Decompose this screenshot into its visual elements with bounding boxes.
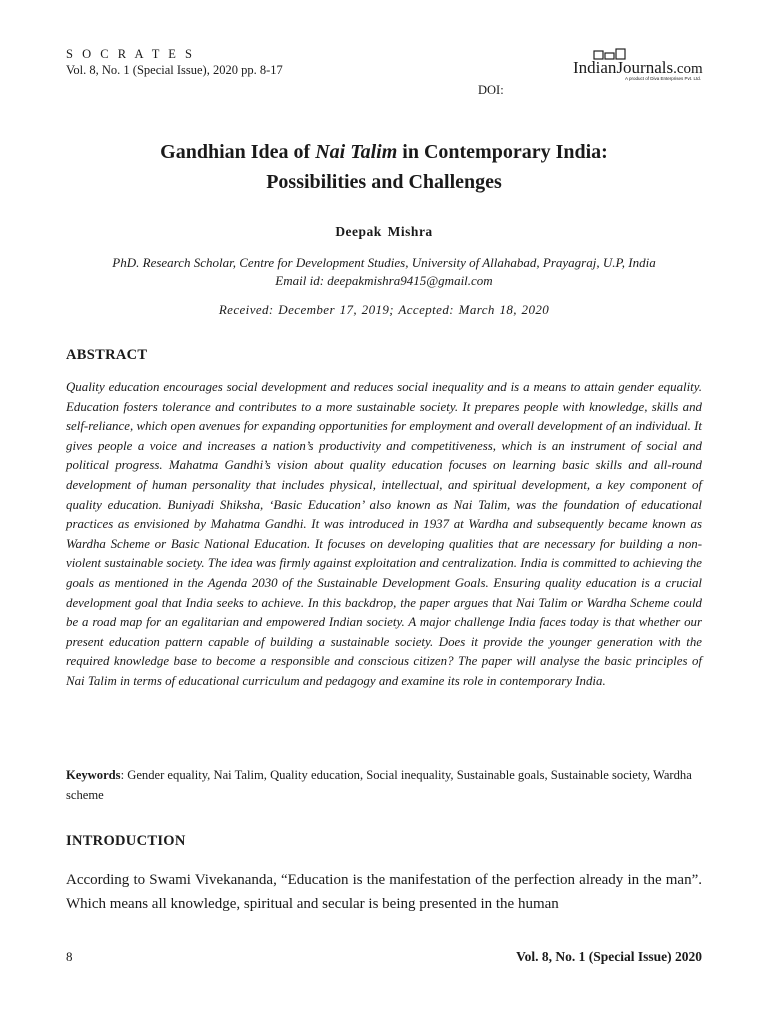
indianjournals-logo: [573, 48, 707, 88]
abstract-heading: ABSTRACT: [66, 347, 148, 363]
journal-volume-info: Vol. 8, No. 1 (Special Issue), 2020 pp. 8-17: [66, 63, 283, 77]
received-accepted-dates: Received: December 17, 2019; Accepted: March 18, 2020: [218, 302, 550, 317]
page-number: 8: [66, 949, 73, 964]
introduction-heading: INTRODUCTION: [66, 833, 186, 849]
affiliation-text: PhD. Research Scholar, Centre for Development Studies, University of Allahabad, Prayagraj, U.P, India: [112, 255, 656, 270]
author-name: Deepak Mishra: [335, 224, 433, 239]
footer-issue: Vol. 8, No. 1 (Special Issue) 2020: [516, 949, 702, 964]
logo-text: IndianJournals.com: [573, 58, 703, 77]
introduction-text: According to Swami Vivekananda, “Education is the manifestation of the perfection already in the man”. Which means all knowledge, spiritual and secular is being presented in the human: [66, 872, 702, 912]
keywords-label: Keywords: [66, 768, 121, 782]
doi-label: DOI:: [478, 83, 504, 97]
journal-name: S O C R A T E S: [66, 47, 195, 61]
author-email: Email id: deepakmishra9415@gmail.com: [275, 273, 493, 288]
author-affiliation: [40, 254, 728, 290]
article-title: Gandhian Idea of Nai Talim in Contemporary India: Possibilities and Challenges: [160, 141, 608, 193]
abstract-text: Quality education encourages social development and reduces social inequality and is a means to attain gender equality. Education fosters tolerance and contributes to a more sustainable society. It prepares people with knowledge, skills and self-reliance, which open avenues for expanding opportunities for employment and overall development of an individual. It gives people a voice and increases a nation’s productivity and competitiveness, which is an instrument of social and political progress. Mahatma Gandhi’s vision about quality education focuses on learning basic skills and all-round development of human personality that includes physical, intellectual, and spiritual development, a key component of quality education. Buniyadi Shiksha, ‘Basic Education’ also known as Nai Talim, was the foundation of educational practices as envisioned by Mahatma Gandhi. It was introduced in 1937 at Wardha and subsequently became known as Wardha Scheme or Basic National Education. It focuses on developing qualities that are necessary for building a non-violent sustainable society. The idea was firmly against exploitation and centralization. India is committed to achieving the goals as mentioned in the Agenda 2030 of the Sustainable Development Goals. Ensuring quality education is a crucial development goal that India seeks to achieve. In this backdrop, the paper argues that Nai Talim or Wardha Scheme could be a road map for an egalitarian and empowered Indian society. A major challenge India faces today is that whether our present education pattern capable of building a sustainable society. Does it provide the younger generation with the required knowledge base to become a responsible and conscious citizen? The paper will analyse the basic principles of Nai Talim in terms of educational curriculum and pedagogy and examine its role in contemporary India.: [66, 380, 702, 688]
keywords-text: : Gender equality, Nai Talim, Quality education, Social inequality, Sustainable goals, Sustainable society, Wardha scheme: [66, 768, 692, 802]
logo-tagline: A product of Diva Enterprises Pvt. Ltd.: [625, 76, 702, 81]
keywords: [66, 765, 702, 805]
